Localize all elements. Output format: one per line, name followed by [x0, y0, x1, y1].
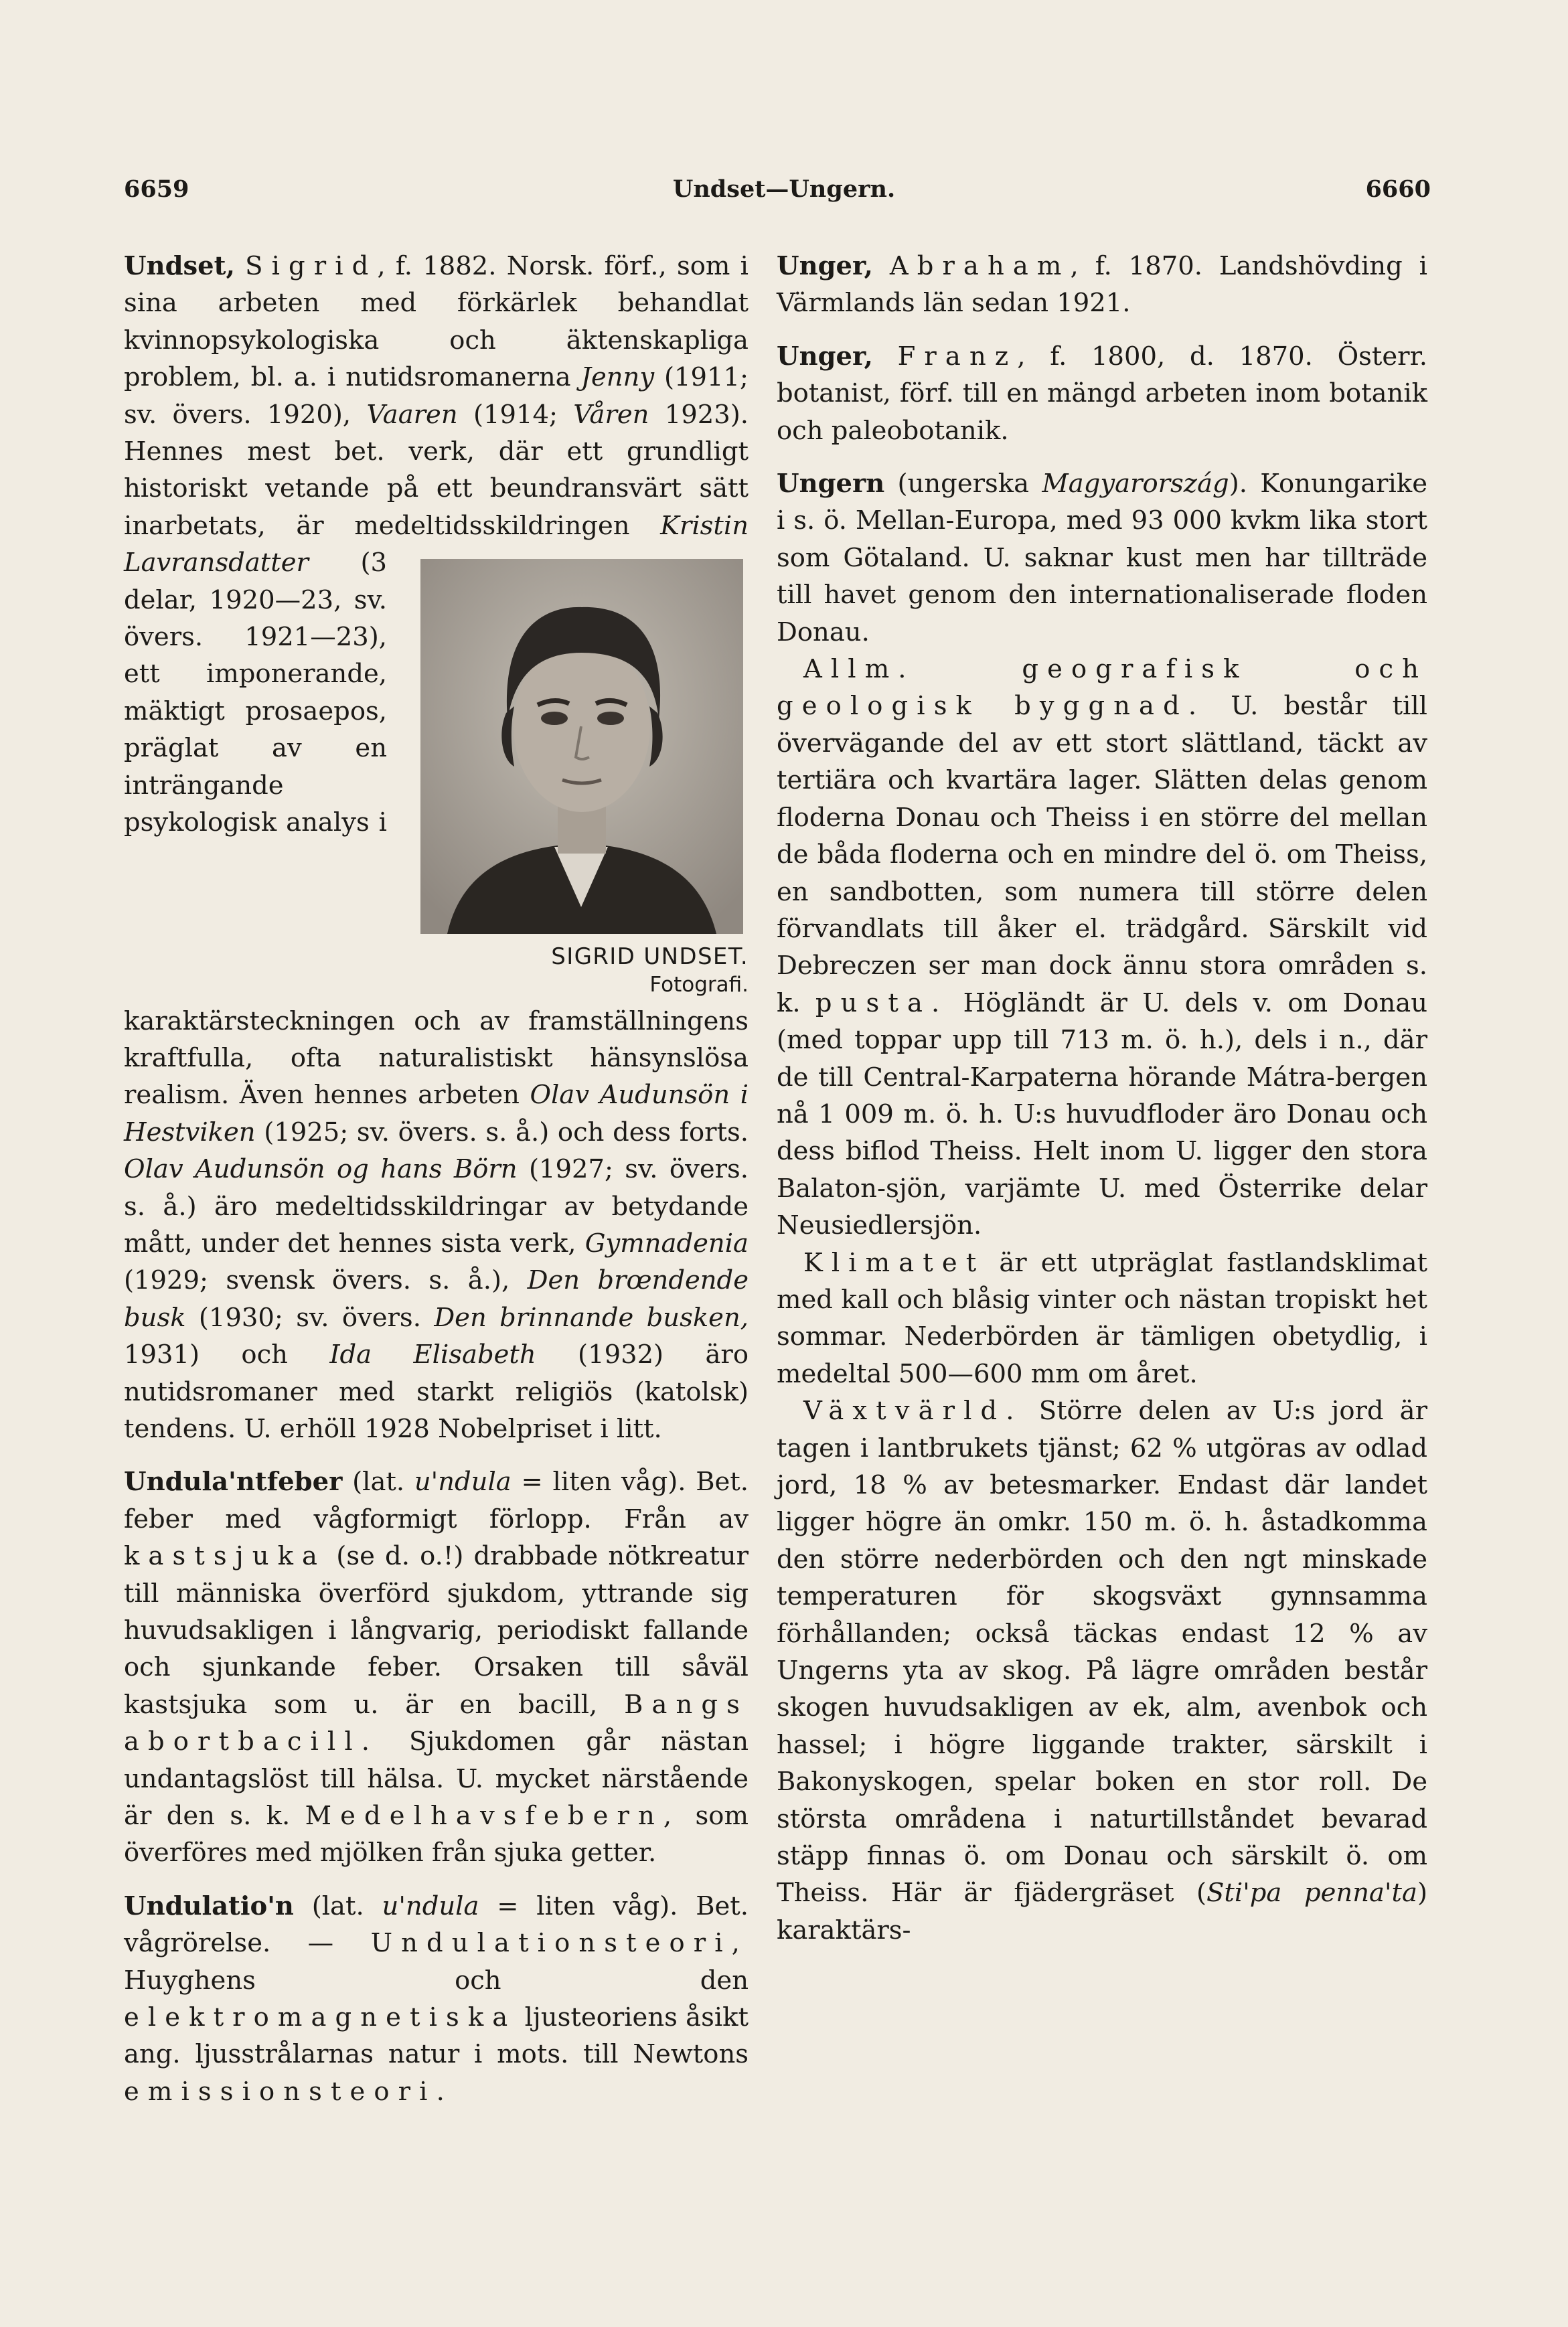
- entry-text: Högländt är U. dels v. om Donau (med toppar upp till 713 m. ö. h.), dels i n., där de till Central-Karpaterna hörande Mátra-bergen nå 1 009 m. ö. h. U:s huvudfloder äro Donau och dess biflod Theiss. Helt inom U. ligger den stora Balaton-sjön, varjämte U. med Österrike delar Neusiedlersjön.: [777, 987, 1428, 1241]
- entry-text: = liten våg). Bet. vågrörelse. —: [124, 1891, 749, 1959]
- latin-term: u'ndula: [414, 1467, 512, 1498]
- entry-text: som överföres med mjölken från sjuka getter.: [124, 1801, 749, 1868]
- left-page-number: 6659: [124, 175, 189, 203]
- entry-undset: [124, 248, 749, 1447]
- running-title: Undset—Ungern.: [672, 175, 896, 203]
- entry-text: (ungerska: [884, 469, 1042, 499]
- work-title: Vaaren: [366, 399, 458, 430]
- entry-unger-abraham: [777, 248, 1427, 322]
- left-column: [124, 248, 749, 2110]
- right-page-number: 6660: [1365, 175, 1431, 203]
- work-title: Olav Audunsön i Hestviken: [124, 1080, 749, 1147]
- figure-caption-credit: Fotografi.: [649, 973, 749, 997]
- entry-text: = liten våg). Bet. feber med vågformigt förlopp. Från av: [124, 1467, 749, 1534]
- spaced-term: Undulationsteori,: [370, 1928, 749, 1959]
- headword-unger: Unger,: [777, 341, 873, 372]
- entry-text: (1929; svensk övers. s. å.),: [124, 1265, 528, 1296]
- entry-text: (lat.: [342, 1467, 414, 1498]
- work-title: Gymnadenia: [584, 1228, 749, 1259]
- native-name: Magyarország: [1042, 469, 1229, 499]
- entry-ungern: [777, 465, 1427, 651]
- entry-undulation: [124, 1888, 749, 2110]
- headword-ungern: Ungern: [777, 469, 885, 499]
- section-heading: Klimatet: [803, 1247, 986, 1278]
- entry-text: ) karaktärs-: [777, 1878, 1428, 1945]
- name-abraham: Abraham: [889, 251, 1071, 281]
- figure-caption-name: SIGRID UNDSET.: [551, 943, 749, 971]
- entry-text: (1932) äro nutidsromaner med starkt religiös (katolsk) tendens. U. erhöll 1928 Nobelpriset i litt.: [124, 1340, 749, 1444]
- entry-text: (1930; sv. övers.: [185, 1302, 435, 1333]
- spaced-term: Medelhavsfebern,: [305, 1801, 681, 1832]
- entry-text: (1911; sv. övers. 1920),: [124, 362, 749, 430]
- entry-text: 1923). Hennes mest bet. verk, där ett grundligt historiskt vetande på ett beundransvärt sätt inarbetats, är medeltidsskildringen: [124, 399, 749, 541]
- spaced-term: emissionsteori.: [124, 2076, 453, 2107]
- headword-undulantfeber: Undula'ntfeber: [124, 1467, 343, 1498]
- headword-undulation: Undulatio'n: [124, 1891, 294, 1921]
- entry-text: Huyghens och den: [124, 1965, 749, 1996]
- section-heading: Växtvärld.: [803, 1396, 1023, 1427]
- entry-text: , f. 1800, d. 1870. Österr. botanist, förf. till en mängd arbeten inom botanik och paleobotanik.: [777, 341, 1427, 446]
- section-geography: [777, 651, 1427, 1245]
- work-title: Våren: [573, 399, 649, 430]
- latin-term: u'ndula: [382, 1891, 479, 1921]
- work-title: Olav Audunsön og hans Börn: [124, 1154, 518, 1185]
- right-column: [777, 248, 1427, 1949]
- entry-text: (1927; sv. övers. s. å.) äro medeltidsskildringar av betydande mått, under det hennes sista verk,: [124, 1154, 749, 1259]
- entry-text: (3 delar, 1920—23, sv. övers. 1921—23), ett imponerande, mäktigt prosaepos, präglat av en inträngande psykologisk analys i karaktärsteckningen och av framställningens kraftfulla, ofta naturalistiskt hänsynslösa realism. Även hennes arbeten: [124, 548, 749, 1111]
- entry-text: 1931) och: [124, 1340, 330, 1370]
- entry-text: , f. 1882. Norsk. förf., som i sina arbeten med förkärlek behandlat kvinnopsykologiska och äktenskapliga problem, bl. a. i nutidsromanerna: [124, 251, 749, 393]
- section-flora: [777, 1392, 1427, 1949]
- work-title: Den brinnande busken,: [434, 1302, 749, 1333]
- spaced-term: elektromagnetiska: [124, 2002, 517, 2033]
- work-title: Ida Elisabeth: [329, 1340, 536, 1370]
- entry-text: , f. 1870. Landshövding i Värmlands län sedan 1921.: [777, 251, 1427, 319]
- section-heading: Allm. geografisk och geologisk byggnad.: [777, 654, 1427, 722]
- portrait-photo: [420, 559, 743, 934]
- work-title: Kristin Lavransdatter: [124, 510, 749, 578]
- entry-text: (lat.: [293, 1891, 382, 1921]
- entry-text: är ett utpräglat fastlandsklimat med kall och blåsig vinter och nästan tropiskt het sommar. Nederbörden är tämligen obetydlig, i medeltal 500—600 mm om året.: [777, 1247, 1427, 1389]
- name-franz: Franz: [897, 341, 1018, 372]
- entry-text: ljusteoriens åsikt ang. ljusstrålarnas natur i mots. till Newtons: [124, 2002, 749, 2070]
- name-sigrid: Sigrid: [245, 251, 378, 281]
- work-title: Den brœndende busk: [124, 1265, 749, 1333]
- entry-text: U. består till övervägande del av ett stort slättland, täckt av tertiära och kvartära lager. Slätten delas genom floderna Donau och Theiss i en större del mellan de båda floderna och en mindre del ö. om Theiss, en sandbotten, som numera till större delen förvandlats till åker el. trädgård. Särskilt vid Debreczen ser man dock ännu stora områden s. k.: [777, 691, 1427, 1018]
- portrait-figure: [403, 559, 749, 998]
- headword-unger: Unger,: [777, 251, 873, 281]
- spaced-term: kastsjuka: [124, 1541, 327, 1572]
- entry-text: (1914;: [457, 399, 574, 430]
- entry-text: (se d. o.!) drabbade nötkreatur till människa överförd sjukdom, yttrande sig huvudsakligen i långvarig, periodiskt fallande och sjunkande feber. Orsaken till såväl kastsjuka som u. är en bacill,: [124, 1541, 749, 1720]
- spaced-term: pusta.: [815, 987, 949, 1018]
- spaced-term: Bangs abortbacill.: [124, 1689, 749, 1757]
- entry-text: ). Konungarike i s. ö. Mellan-Europa, med 93 000 kvkm lika stort som Götaland. U. saknar kust men har tillträde till havet genom den internationaliserade floden Donau.: [777, 469, 1427, 647]
- entry-unger-franz: [777, 338, 1427, 449]
- section-climate: [777, 1245, 1427, 1393]
- headword-undset: Undset,: [124, 251, 235, 281]
- entry-text: Sjukdomen går nästan undantagslöst till hälsa. U. mycket närstående är den s. k.: [124, 1727, 749, 1832]
- work-title: Jenny: [580, 362, 655, 393]
- entry-text: (1925; sv. övers. s. å.) och dess forts.: [255, 1117, 749, 1147]
- latin-term: Sti'pa penna'ta: [1206, 1878, 1417, 1909]
- entry-undulantfeber: [124, 1463, 749, 1871]
- entry-text: Större delen av U:s jord är tagen i lantbrukets tjänst; 62 % utgöras av odlad jord, 18 % av betesmarker. Endast där landet ligger högre än omkr. 150 m. ö. h. åstadkomma den större nederbörden och den ngt minskade temperaturen för skogsväxt gynnsamma förhållanden; också täckas endast 12 % av Ungerns yta av skog. På lägre områden består skogen huvudsakligen av ek, alm, avenbok och hassel; i högre liggande trakter, särskilt i Bakonyskogen, spelar boken en stor roll. De största områdena i naturtillståndet bevarad stäpp finnas ö. om Donau och särskilt ö. om Theiss. Här är fjädergräset (: [777, 1396, 1427, 1909]
